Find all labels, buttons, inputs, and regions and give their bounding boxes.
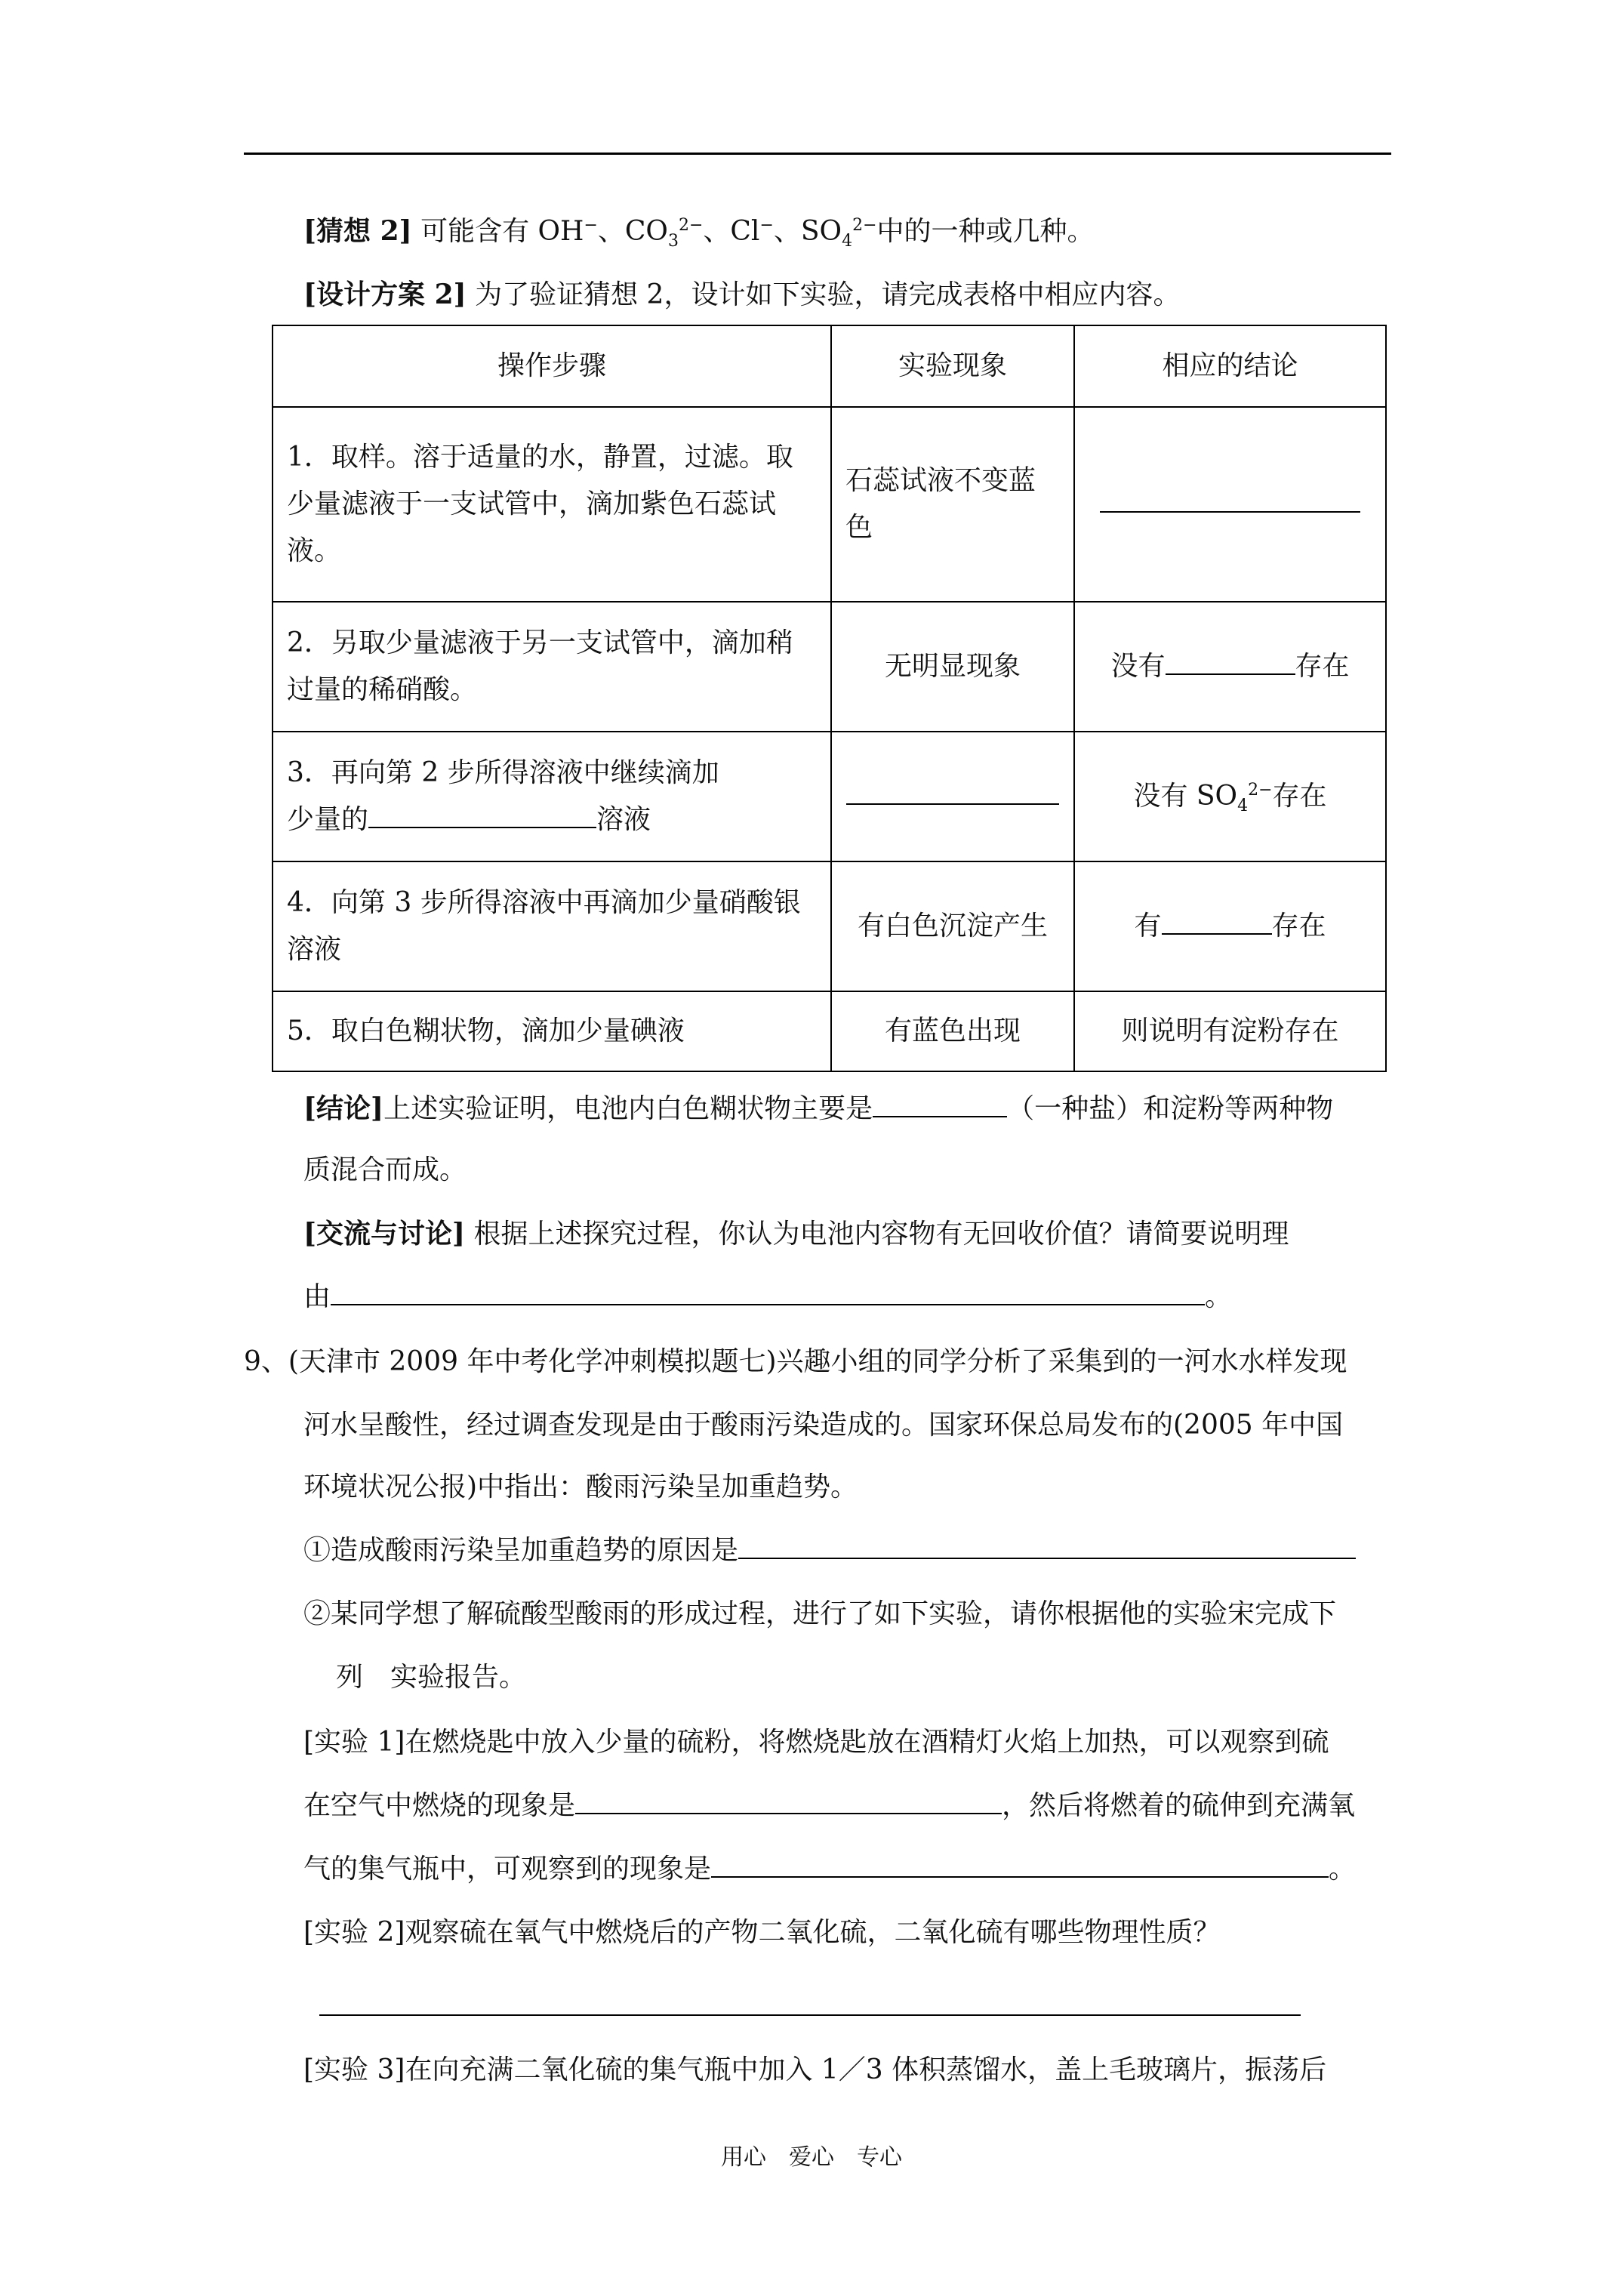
discussion-text: 。	[1205, 1281, 1233, 1312]
step-cell: 5．取白色糊状物，滴加少量碘液	[273, 991, 831, 1071]
answer-blank[interactable]	[711, 1851, 1329, 1878]
guess2-text: 中的一种或几种。	[876, 216, 1095, 247]
answer-blank[interactable]	[1100, 485, 1360, 513]
answer-blank[interactable]	[846, 778, 1059, 805]
exp2-answer-blank[interactable]	[319, 2014, 1301, 2016]
step-cell	[273, 407, 831, 602]
phenomenon-cell	[831, 407, 1074, 602]
answer-blank[interactable]	[1166, 648, 1295, 675]
conclusion-text: 存在	[1272, 781, 1327, 812]
sub-index: 4	[842, 232, 853, 251]
exp1-line-3	[303, 1847, 1356, 1892]
step-text: 液。	[287, 535, 342, 566]
answer-blank[interactable]	[1162, 908, 1272, 935]
phenomenon-cell: 有蓝色出现	[831, 991, 1074, 1071]
guess2-line	[303, 208, 1095, 254]
step-text: 过量的稀硝酸。	[287, 674, 478, 705]
conclusion-text: 存在	[1295, 651, 1350, 682]
q9-line-3: 环境状况公报)中指出：酸雨污染呈加重趋势。	[303, 1472, 858, 1502]
sup-charge: −	[759, 216, 774, 235]
phenomenon-cell: 无明显现象	[831, 602, 1074, 732]
conclusion-text: （一种盐）和淀粉等两种物	[1007, 1093, 1334, 1124]
conclusion-cell	[1074, 407, 1386, 602]
phenomenon-text: 石蕊试液不变蓝	[845, 465, 1036, 496]
header-cell: 实验现象	[831, 325, 1074, 407]
conclusion-text: 没有	[1110, 651, 1166, 682]
conclusion-label: [结论]	[303, 1093, 384, 1124]
header-cell: 相应的结论	[1074, 325, 1386, 407]
q9-item-2-line-1: ②某同学想了解硫酸型酸雨的形成过程，进行了如下实验，请你根据他的实验宋完成下	[303, 1598, 1337, 1629]
step-cell	[273, 861, 831, 991]
step-text: 少量的	[287, 804, 369, 835]
conclusion-text: 没有 SO	[1133, 781, 1238, 812]
answer-blank[interactable]	[368, 801, 596, 828]
answer-blank[interactable]	[738, 1532, 1356, 1559]
discussion-label: [交流与讨论]	[303, 1218, 466, 1250]
page-footer: 用心 爱心 专心	[721, 2144, 902, 2171]
guess2-text: 、SO	[773, 216, 842, 247]
table-header-row	[273, 325, 1386, 407]
guess2-text: 可能含有 OH	[411, 216, 584, 247]
q9-text: 。	[1329, 1854, 1357, 1885]
conclusion-cell: 则说明有淀粉存在	[1074, 991, 1386, 1071]
q9-text: ，然后将燃着的硫伸到充满氧	[1002, 1790, 1356, 1821]
answer-blank[interactable]	[873, 1090, 1007, 1117]
conclusion-line-1	[303, 1086, 1333, 1132]
q9-item-2-line-2: 列 实验报告。	[336, 1662, 527, 1693]
design2-text: 为了验证猜想 2，设计如下实验，请完成表格中相应内容。	[466, 279, 1181, 310]
q9-text: 在空气中燃烧的现象是	[303, 1790, 576, 1821]
step-text-line	[287, 797, 817, 843]
sup-charge: 2−	[1248, 781, 1273, 800]
conclusion-cell	[1074, 861, 1386, 991]
step-text: 少量滤液于一支试管中，滴加紫色石蕊试	[287, 488, 777, 519]
design2-line	[303, 272, 1180, 318]
exp3-line: [实验 3]在向充满二氧化硫的集气瓶中加入 1／3 体积蒸馏水，盖上毛玻璃片，振荡后	[303, 2054, 1327, 2085]
q9-line-1: 9、(天津市 2009 年中考化学冲刺模拟题七)兴趣小组的同学分析了采集到的一河水水样发现	[244, 1346, 1347, 1377]
conclusion-line-2: 质混合而成。	[303, 1154, 467, 1185]
discussion-line-2	[303, 1274, 1232, 1320]
conclusion-cell	[1074, 732, 1386, 861]
step-text: 4．向第 3 步所得溶液中再滴加少量硝酸银	[287, 887, 801, 918]
step-text: 3．再向第 2 步所得溶液中继续滴加	[287, 757, 719, 788]
guess2-text: 、Cl	[703, 216, 760, 247]
q9-line-2: 河水呈酸性，经过调查发现是由于酸雨污染造成的。国家环保总局发布的(2005 年中国	[303, 1410, 1344, 1441]
sup-charge: 2−	[678, 216, 704, 235]
exp2-line: [实验 2]观察硫在氧气中燃烧后的产物二氧化硫，二氧化硫有哪些物理性质？	[303, 1917, 1221, 1948]
phenomenon-cell	[831, 732, 1074, 861]
header-cell: 操作步骤	[273, 325, 831, 407]
experiment-table	[272, 325, 1387, 1072]
table-row	[273, 732, 1386, 861]
discussion-line-1	[303, 1211, 1289, 1257]
design2-label: [设计方案 2]	[303, 279, 467, 310]
step-text: 溶液	[287, 934, 342, 965]
step-text: 溶液	[596, 804, 651, 835]
answer-blank[interactable]	[575, 1787, 1002, 1814]
table-row	[273, 861, 1386, 991]
table-row	[273, 407, 1386, 602]
discussion-text: 根据上述探究过程，你认为电池内容物有无回收价值？请简要说明理	[465, 1219, 1289, 1250]
sub-index: 4	[1237, 797, 1249, 816]
conclusion-text: 有	[1134, 911, 1162, 942]
q9-item-1	[303, 1528, 1356, 1573]
phenomenon-cell: 有白色沉淀产生	[831, 861, 1074, 991]
conclusion-text: 上述实验证明，电池内白色糊状物主要是	[383, 1093, 873, 1124]
guess2-label: [猜想 2]	[303, 215, 412, 247]
conclusion-text: 存在	[1271, 911, 1326, 942]
exp1-line-1: [实验 1]在燃烧匙中放入少量的硫粉，将燃烧匙放在酒精灯火焰上加热，可以观察到硫	[303, 1727, 1329, 1758]
step-cell	[273, 732, 831, 861]
conclusion-cell	[1074, 602, 1386, 732]
guess2-text: 、CO	[597, 216, 668, 247]
phenomenon-text: 色	[845, 512, 873, 543]
answer-blank[interactable]	[331, 1278, 1205, 1305]
table-row	[273, 991, 1386, 1071]
q9-text: ①造成酸雨污染呈加重趋势的原因是	[303, 1535, 739, 1566]
discussion-text: 由	[303, 1281, 331, 1312]
sup-charge: −	[584, 216, 598, 235]
exp1-line-2	[303, 1783, 1355, 1829]
q9-text: 气的集气瓶中，可观察到的现象是	[303, 1854, 712, 1885]
header-rule	[244, 153, 1391, 155]
table-row	[273, 602, 1386, 732]
step-text: 2．另取少量滤液于另一支试管中，滴加稍	[287, 627, 793, 658]
sup-charge: 2−	[852, 216, 877, 235]
step-text: 1．取样。溶于适量的水，静置，过滤。取	[287, 442, 793, 473]
sub-index: 3	[667, 232, 679, 251]
step-cell	[273, 602, 831, 732]
